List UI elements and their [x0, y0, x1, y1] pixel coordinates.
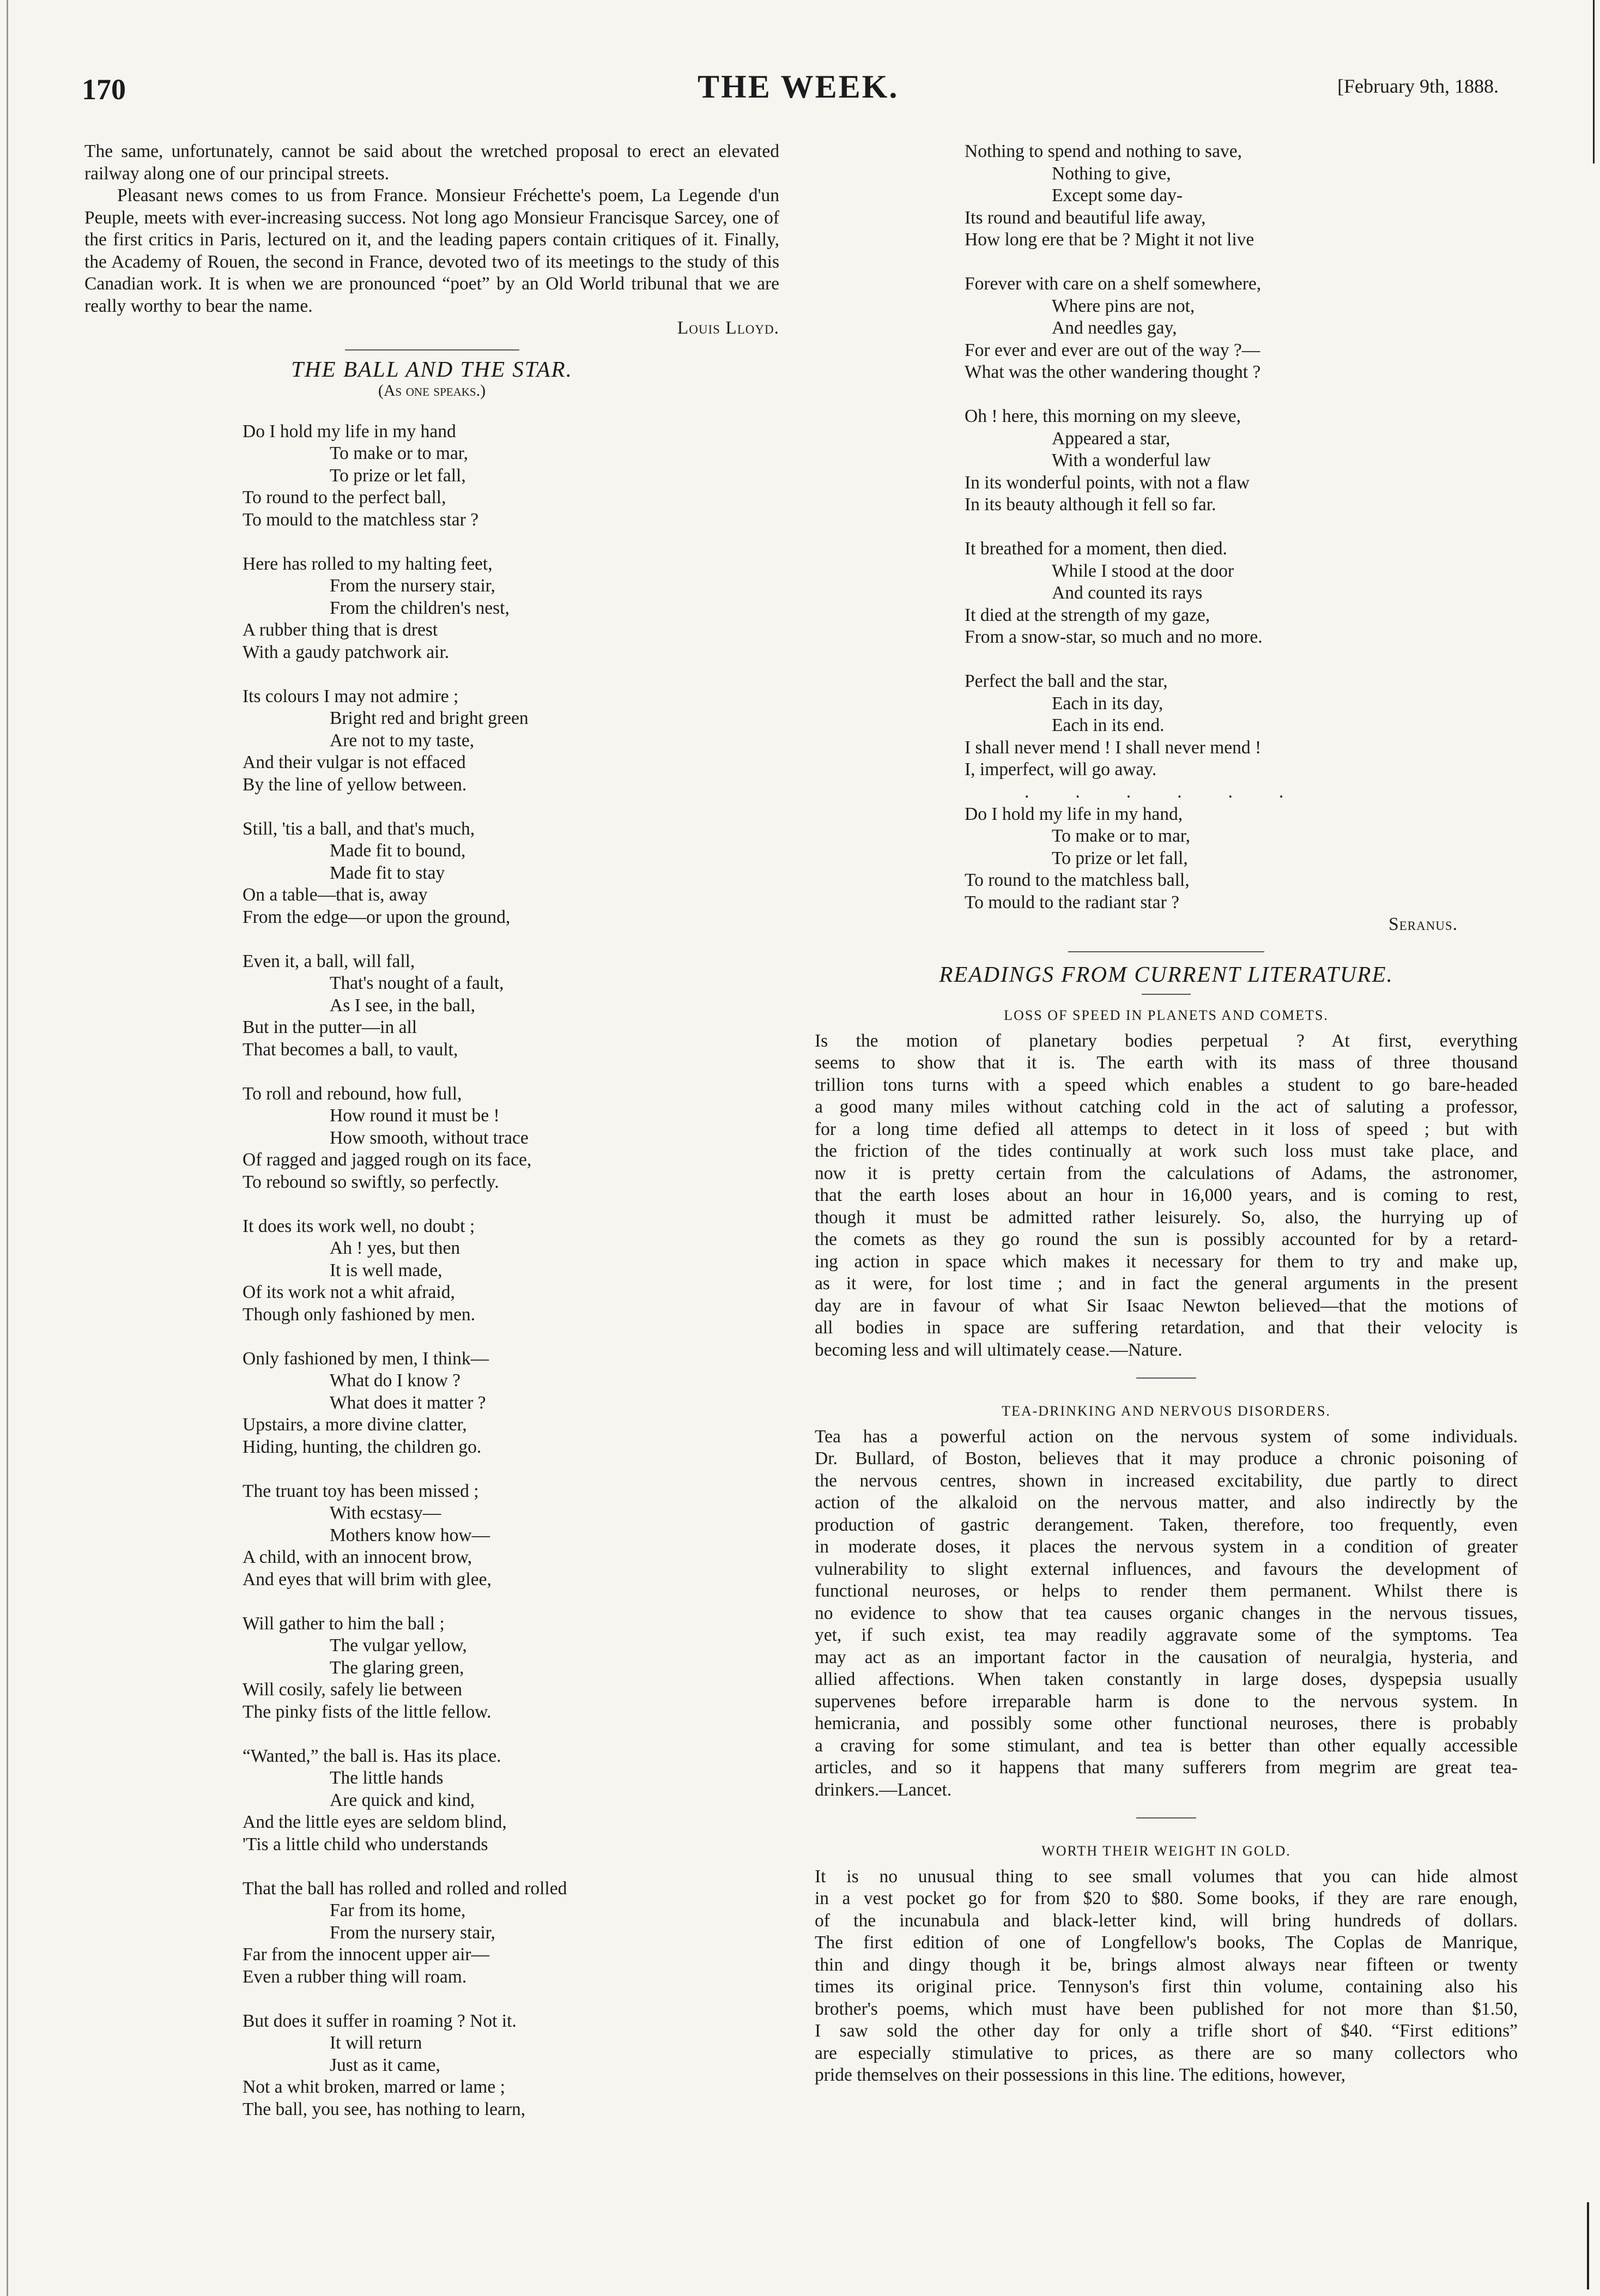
poem-line: Upstairs, a more divine clatter,	[243, 1415, 467, 1435]
article-line: yet, if such exist, tea may readily aggravate some of the symptoms. Tea	[815, 1625, 1518, 1645]
poem-line: Its round and beautiful life away,	[965, 207, 1206, 228]
margin-rule	[7, 0, 8, 2296]
poem-line: But in the putter—in all	[243, 1017, 417, 1037]
intro-paragraph-1: The same, unfortunately, cannot be said about the wretched proposal to erect an elevated railway along one of our principal streets.	[84, 141, 779, 184]
poem-line: The truant toy has been missed ;	[243, 1481, 479, 1501]
poem-line: With a wonderful law	[1052, 450, 1211, 470]
article-line: no evidence to show that tea causes organic changes in the nervous tissues,	[815, 1603, 1518, 1623]
article-line: The first edition of one of Longfellow's books, The Coplas de Manrique,	[815, 1932, 1518, 1953]
article-line: though it must be admitted rather leisurely. So, also, the hurrying up of	[815, 1207, 1518, 1228]
article-tea-drinking	[815, 1426, 1518, 1802]
poem-line: In its beauty although it fell so far.	[965, 494, 1216, 515]
article-line: drinkers.—Lancet.	[815, 1779, 952, 1800]
poem-line: Here has rolled to my halting feet,	[243, 553, 493, 574]
poem-line: It does its work well, no doubt ;	[243, 1216, 475, 1236]
poem-stanza	[243, 1745, 779, 1856]
poem-line: Perfect the ball and the star,	[965, 671, 1168, 691]
article-line: trillion tons turns with a speed which enables a student to go bare-headed	[815, 1074, 1518, 1095]
poem-stanza	[243, 1878, 779, 1989]
divider	[1136, 1377, 1196, 1379]
poem-line: With a gaudy patchwork air.	[243, 642, 450, 662]
poem-line: In its wonderful points, with not a flaw	[965, 472, 1250, 493]
article-line: production of gastric derangement. Taken, therefore, too frequently, even	[815, 1514, 1518, 1535]
poem-line: From the nursery stair,	[330, 576, 495, 596]
article-line: It is no unusual thing to see small volumes that you can hide almost	[815, 1866, 1518, 1887]
intro-paragraph-2: Pleasant news comes to us from France. Monsieur Fréchette's poem, La Legende d'un Peuple, meets with ever-increasing success. Not long ago Monsieur Francisque Sarcey, one of the first critics in Paris, lectured on it, and the leading papers contain critiques of it. Finally, the Academy of Rouen, the second in France, devoted two of its meetings to the study of this Canadian work. It is when we are pronounced “poet” by an Old World tribunal that we are really worthy to bear the name.	[84, 185, 779, 316]
poem-line: How smooth, without trace	[330, 1127, 529, 1148]
poem-stanza	[243, 951, 779, 1061]
poem-line: The pinky fists of the little fellow.	[243, 1701, 492, 1722]
article-line: Dr. Bullard, of Boston, believes that it may produce a chronic poisoning of	[815, 1448, 1518, 1469]
poem-line: The glaring green,	[330, 1657, 464, 1678]
poem-body	[84, 421, 779, 2121]
poem-stanza	[243, 1613, 779, 1724]
poem-line: Just as it came,	[330, 2055, 440, 2075]
article-line: the nervous centres, shown in increased excitability, due partly to direct	[815, 1470, 1518, 1491]
poem-line: It died at the strength of my gaze,	[965, 605, 1210, 625]
poem-line: Nothing to give,	[1052, 163, 1171, 184]
article-line: now it is pretty certain from the calculations of Adams, the astronomer,	[815, 1163, 1518, 1183]
poem-stanza	[965, 406, 1518, 516]
poem-line: Will gather to him the ball ;	[243, 1613, 445, 1634]
poem-line: Nothing to spend and nothing to save,	[965, 141, 1242, 161]
poem-line: Forever with care on a shelf somewhere,	[965, 274, 1262, 294]
poem-stanza	[243, 1348, 779, 1459]
poem-line: I, imperfect, will go away.	[965, 759, 1157, 780]
poem-line: That becomes a ball, to vault,	[243, 1039, 458, 1060]
poem-line: That the ball has rolled and rolled and rolled	[243, 1878, 567, 1899]
article-line: thin and dingy though it be, brings almost always near fifteen or twenty	[815, 1954, 1518, 1975]
poem-line: As I see, in the ball,	[330, 995, 476, 1016]
divider	[345, 349, 519, 351]
article-line: pride themselves on their possessions in this line. The editions, however,	[815, 2065, 1346, 2085]
poem-line: That's nought of a fault,	[330, 973, 504, 993]
poem-stanza	[243, 1083, 779, 1194]
poem-line: Only fashioned by men, I think—	[243, 1348, 489, 1369]
poem-line: Where pins are not,	[1052, 295, 1195, 316]
poem-line: The ball, you see, has nothing to learn,	[243, 2099, 526, 2119]
poem-stanza	[965, 141, 1518, 251]
article-line: the comets as they go round the sun is possibly accounted for by a retard-	[815, 1229, 1518, 1249]
article-line: a good many miles without catching cold in the act of saluting a professor,	[815, 1097, 1518, 1117]
article-line: a craving for some stimulant, and tea is better than other equally accessible	[815, 1735, 1518, 1756]
poem-line: Oh ! here, this morning on my sleeve,	[965, 406, 1241, 426]
poem-line: On a table—that is, away	[243, 885, 428, 905]
poem-line: Made fit to bound,	[330, 841, 466, 861]
article-line: becoming less and will ultimately cease.—Nature.	[815, 1339, 1183, 1360]
poem-line: Of ragged and jagged rough on its face,	[243, 1150, 532, 1170]
article-line: hemicrania, and possibly some other functional neuroses, there is probably	[815, 1713, 1518, 1733]
poem-stanza	[243, 2010, 779, 2121]
poem-line: By the line of yellow between.	[243, 774, 467, 795]
divider	[1136, 1817, 1196, 1818]
article-line: are especially stimulative to prices, as there are so many collectors who	[815, 2043, 1518, 2063]
poem-line: To make or to mar,	[330, 443, 468, 463]
article-line: vulnerability to slight external influences, and favours the development of	[815, 1558, 1518, 1579]
poem-line: To mould to the radiant star ?	[965, 892, 1179, 913]
poem-continued	[815, 141, 1518, 914]
poem-line: Are not to my taste,	[330, 730, 475, 751]
poem-line: To make or to mar,	[1052, 826, 1190, 846]
article-line: may act as an important factor in the causation of neuralgia, hysteria, and	[815, 1647, 1518, 1667]
poem-line: Ah ! yes, but then	[330, 1238, 460, 1258]
journal-title: THE WEEK.	[698, 69, 899, 105]
poem-line: From the edge—or upon the ground,	[243, 907, 511, 927]
article-line: allied affections. When taken constantly in large doses, dyspepsia usually	[815, 1669, 1518, 1689]
article-line: day are in favour of what Sir Isaac Newton believed—that the motions of	[815, 1295, 1518, 1316]
article-worth-weight-gold	[815, 1866, 1518, 2087]
article-line: brother's poems, which must have been published for not more than $1.50,	[815, 1998, 1518, 2019]
page-number: 170	[82, 73, 126, 106]
poem-line: Are quick and kind,	[330, 1790, 475, 1810]
poem-line: And their vulgar is not effaced	[243, 752, 466, 772]
poem-line: Its colours I may not admire ;	[243, 686, 459, 706]
poem-line: It will return	[330, 2033, 422, 2053]
poem-line: Except some day-	[1052, 185, 1183, 206]
poem-line: Do I hold my life in my hand,	[965, 803, 1183, 824]
poem-line: Far from the innocent upper air—	[243, 1944, 490, 1965]
article-line: times its original price. Tennyson's first thin volume, containing also his	[815, 1977, 1518, 1997]
poem-line: Do I hold my life in my hand	[243, 421, 456, 442]
poem-stanza	[243, 686, 779, 796]
issue-date: [February 9th, 1888.	[1337, 75, 1499, 97]
article-line: Tea has a powerful action on the nervous system of some individuals.	[815, 1426, 1518, 1447]
poem-line: 'Tis a little child who understands	[243, 1834, 488, 1854]
article-heading-gold: WORTH THEIR WEIGHT IN GOLD.	[1041, 1843, 1291, 1859]
divider	[1068, 951, 1264, 952]
poem-line: A rubber thing that is drest	[243, 620, 438, 640]
poem-stanza	[243, 553, 779, 664]
right-column	[815, 141, 1518, 2087]
poem-stanza	[243, 421, 779, 531]
article-heading-tea: TEA-DRINKING AND NERVOUS DISORDERS.	[1002, 1403, 1331, 1419]
left-column	[84, 141, 779, 2120]
poem-stanza	[965, 781, 1518, 914]
poem-line: The vulgar yellow,	[330, 1635, 467, 1655]
article-line: functional neuroses, or helps to render them permanent. Whilst there is	[815, 1581, 1518, 1601]
poem-line: To prize or let fall,	[330, 465, 466, 486]
poem-line: To prize or let fall,	[1052, 848, 1188, 868]
poem-line: And counted its rays	[1052, 583, 1203, 603]
article-heading-speed: LOSS OF SPEED IN PLANETS AND COMETS.	[1004, 1007, 1329, 1023]
article-line: all bodies in space are suffering retardation, and that their velocity is	[815, 1318, 1518, 1338]
poem-line: I shall never mend ! I shall never mend !	[965, 737, 1262, 758]
poem-line: And needles gay,	[1052, 318, 1177, 338]
poem-line: What does it matter ?	[330, 1392, 486, 1413]
article-line: the friction of the tides continually at work such loss must take place, and	[815, 1141, 1518, 1161]
article-line: articles, and so it happens that many sufferers from megrim are great tea-	[815, 1757, 1518, 1778]
poem-line: From a snow-star, so much and no more.	[965, 627, 1263, 647]
poem-line: Though only fashioned by men.	[243, 1304, 476, 1325]
poem-line: To rebound so swiftly, so perfectly.	[243, 1171, 499, 1192]
page-header	[82, 68, 1499, 112]
poem-line: With ecstasy—	[330, 1503, 441, 1523]
poem-line: Each in its end.	[1052, 715, 1165, 735]
poem-line: It breathed for a moment, then died.	[965, 539, 1227, 559]
poem-line: Of its work not a whit afraid,	[243, 1282, 455, 1302]
poem-line: To mould to the matchless star ?	[243, 509, 479, 530]
poem-line: How round it must be !	[330, 1105, 500, 1126]
poem-line: Still, 'tis a ball, and that's much,	[243, 818, 475, 839]
poem-line: Even a rubber thing will roam.	[243, 1966, 467, 1987]
poem-subtitle: (As one speaks.)	[378, 382, 486, 400]
divider	[1142, 994, 1191, 995]
signature-louis-lloyd: Louis Lloyd.	[677, 318, 779, 338]
article-line: that the earth loses about an hour in 16,000 years, and is coming to rest,	[815, 1185, 1518, 1205]
poem-line: But does it suffer in roaming ? Not it.	[243, 2010, 517, 2031]
readings-section-title: READINGS FROM CURRENT LITERATURE.	[939, 961, 1393, 987]
poem-line: For ever and ever are out of the way ?—	[965, 340, 1260, 360]
poem-stanza	[965, 273, 1518, 384]
poem-line: While I stood at the door	[1052, 560, 1234, 581]
article-line: ing action in space which makes it necessary for them to try and make up,	[815, 1251, 1518, 1272]
ellipsis-separator: . . . . . .	[1025, 782, 1285, 802]
poem-line: Each in its day,	[1052, 693, 1163, 714]
poem-line: What was the other wandering thought ?	[965, 362, 1261, 382]
article-line: for a long time defied all attemps to detect in it loss of speed ; but with	[815, 1119, 1518, 1139]
poem-line: It is well made,	[330, 1260, 443, 1280]
article-line: of the incunabula and black-letter kind, will bring hundreds of dollars.	[815, 1910, 1518, 1931]
article-line: Is the motion of planetary bodies perpetual ? At first, everything	[815, 1030, 1518, 1051]
poem-stanza	[965, 538, 1518, 649]
article-line: I saw sold the other day for only a trifle short of $40. “First editions”	[815, 2021, 1518, 2041]
article-line: in a vest pocket go for from $20 to $80. Some books, if they are rare enough,	[815, 1888, 1518, 1908]
article-line: supervenes before irreparable harm is done to the nervous system. In	[815, 1691, 1518, 1712]
poem-line: Appeared a star,	[1052, 428, 1171, 449]
poem-line: Mothers know how—	[330, 1525, 490, 1545]
poem-line: How long ere that be ? Might it not live	[965, 229, 1254, 250]
poem-line: What do I know ?	[330, 1370, 461, 1391]
poem-line: To roll and rebound, how full,	[243, 1083, 462, 1104]
poem-stanza	[243, 1216, 779, 1326]
poem-line: Bright red and bright green	[330, 708, 529, 728]
poem-line: Made fit to stay	[330, 862, 445, 883]
poem-stanza	[965, 670, 1518, 781]
poem-title: THE BALL AND THE STAR.	[291, 356, 573, 382]
poem-line: And the little eyes are seldom blind,	[243, 1812, 507, 1832]
poem-line: The little hands	[330, 1768, 444, 1788]
poem-line: Not a whit broken, marred or lame ;	[243, 2077, 505, 2097]
poem-stanza	[243, 1481, 779, 1591]
poem-line: To round to the perfect ball,	[243, 487, 446, 507]
poem-stanza	[243, 818, 779, 929]
article-loss-of-speed	[815, 1030, 1518, 1362]
poem-line: To round to the matchless ball,	[965, 870, 1190, 890]
poem-line: “Wanted,” the ball is. Has its place.	[243, 1745, 501, 1766]
article-line: in moderate doses, it places the nervous system in a condition of greater	[815, 1537, 1518, 1557]
margin-rule	[1587, 2202, 1589, 2289]
poem-line: Far from its home,	[330, 1900, 466, 1920]
poem-line: Will cosily, safely lie between	[243, 1679, 462, 1700]
poem-line: Even it, a ball, will fall,	[243, 951, 415, 971]
poem-line: And eyes that will brim with glee,	[243, 1569, 492, 1590]
signature-seranus: Seranus.	[1388, 914, 1458, 934]
article-line: as it were, for lost time ; and in fact the general arguments in the present	[815, 1273, 1518, 1294]
poem-line: From the children's nest,	[330, 597, 510, 618]
article-line: seems to show that it is. The earth with its mass of three thousand	[815, 1053, 1518, 1073]
article-line: action of the alkaloid on the nervous matter, and also indirectly by the	[815, 1493, 1518, 1513]
poem-line: Hiding, hunting, the children go.	[243, 1436, 482, 1457]
margin-rule	[1593, 0, 1595, 164]
poem-line: From the nursery stair,	[330, 1922, 495, 1943]
poem-line: A child, with an innocent brow,	[243, 1547, 472, 1567]
